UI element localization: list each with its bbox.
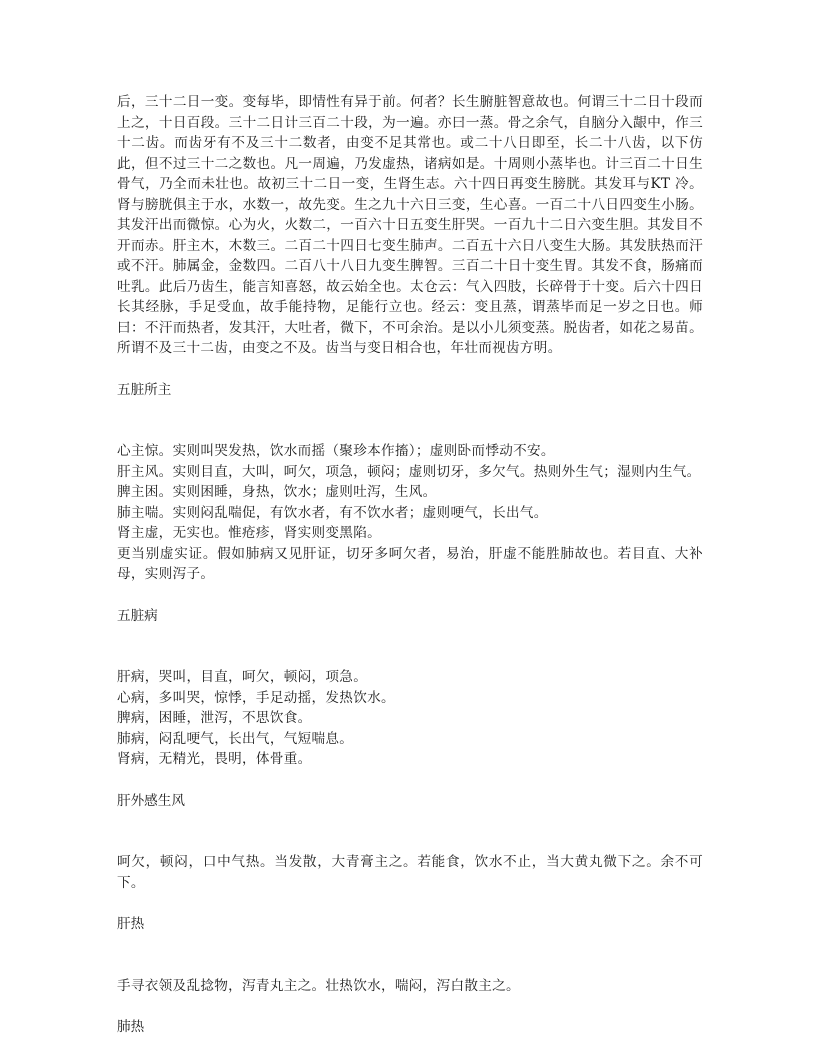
text-line: 呵欠，顿闷，口中气热。当发散，大青膏主之。若能食，饮水不止，当大黄丸微下之。余不可下。 <box>117 854 703 891</box>
section-body-gan-re <box>117 976 703 997</box>
spacer <box>117 359 703 380</box>
spacer <box>117 996 703 1017</box>
text-line: 肺病，闷乱哽气，长出气，气短喘息。 <box>117 730 354 747</box>
text-line: 脾主困。实则困睡，身热，饮水；虚则吐泻，生风。 <box>117 484 437 500</box>
section-body-wuzang-suozhu <box>117 441 703 585</box>
text-line: 手寻衣领及乱捻物，泻青丸主之。壮热饮水，喘闷，泻白散主之。 <box>117 977 520 994</box>
section-body-gan-waigan-shengfeng <box>117 852 703 893</box>
text-line: 肺主喘。实则闷乱喘促，有饮水者，有不饮水者；虚则哽气，长出气。 <box>117 504 548 521</box>
spacer <box>117 626 703 667</box>
text-line: 肝病，哭叫，目直，呵欠，顿闷，项急。 <box>117 669 368 685</box>
spacer <box>117 935 703 976</box>
spacer <box>117 585 703 606</box>
spacer <box>117 770 703 791</box>
section-heading-wuzang-bing: 五脏病 <box>117 607 158 624</box>
spacer <box>117 400 703 441</box>
section-heading-fei-re: 肺热 <box>117 1019 145 1035</box>
text-line: 脾病，困睡，泄泻，不思饮食。 <box>117 710 312 726</box>
spacer <box>117 811 703 852</box>
intro-paragraph: 后，三十二日一变。变每毕，即情性有异于前。何者？长生腑脏智意故也。何谓三十二日十段而上之，十日百段。三十二日计三百二十段，为一遍。亦曰一蒸。骨之余气，自脑分入龈中，作三十二齿。而齿牙有不及三十二数者，由变不足其常也。或二十八日即至，长二十八齿，以下仿此，但不过三十二之数也。凡一周遍，乃发虚热，诸病如是。十周则小蒸毕也。计三百二十日生骨气，乃全而未壮也。故初三十二日一变，生肾生志。六十四日再变生膀胱。其发耳与KT 冷。肾与膀胱俱主于水，水数一，故先变。生之九十六日三变，生心喜。一百二十八日四变生小肠。其发汗出而微惊。心为火，火数二，一百六十日五变生肝哭。一百九十二日六变生胆。其发目不开而赤。肝主木，木数三。二百二十四日七变生肺声。二百五十六日八变生大肠。其发肤热而汗或不汗。肺属金，金数四。二百八十八日九变生脾智。三百二十日十变生胃。其发不食，肠痛而吐乳。此后乃齿生，能言知喜怒，故云始全也。太仓云：气入四肢，长碎骨于十变。后六十四日长其经脉，手足受血，故手能持物，足能行立也。经云：变且蒸，谓蒸毕而足一岁之日也。师曰：不汗而热者，发其汗，大吐者，微下，不可余治。是以小儿须变蒸。脱齿者，如花之易苗。所谓不及三十二齿，由变之不及。齿当与变日相合也，年壮而视齿方明。 <box>117 94 703 356</box>
text-line: 肝主风。实则目直，大叫，呵欠，项急，顿闷；虚则切牙，多欠气。热则外生气；湿则内生气。 <box>117 463 701 480</box>
text-line: 肾病，无精光，畏明，体骨重。 <box>117 751 312 767</box>
section-heading-gan-waigan-shengfeng: 肝外感生风 <box>117 792 185 809</box>
document-page <box>117 92 703 1038</box>
text-line: 肾主虚，无实也。惟疮疹，肾实则变黑陷。 <box>117 525 381 541</box>
text-line: 心主惊。实则叫哭发热，饮水而摇（聚珍本作搐）；虚则卧而悸动不安。 <box>117 443 555 459</box>
text-line: 更当别虚实证。假如肺病又见肝证，切牙多呵欠者，易治，肝虚不能胜肺故也。若目直、大补母，实则泻子。 <box>117 545 703 582</box>
section-heading-gan-re: 肝热 <box>117 916 145 932</box>
spacer <box>117 893 703 914</box>
text-line: 心病，多叫哭，惊悸，手足动摇，发热饮水。 <box>117 689 395 706</box>
section-body-wuzang-bing <box>117 667 703 770</box>
section-heading-wuzang-suozhu: 五脏所主 <box>117 381 172 398</box>
